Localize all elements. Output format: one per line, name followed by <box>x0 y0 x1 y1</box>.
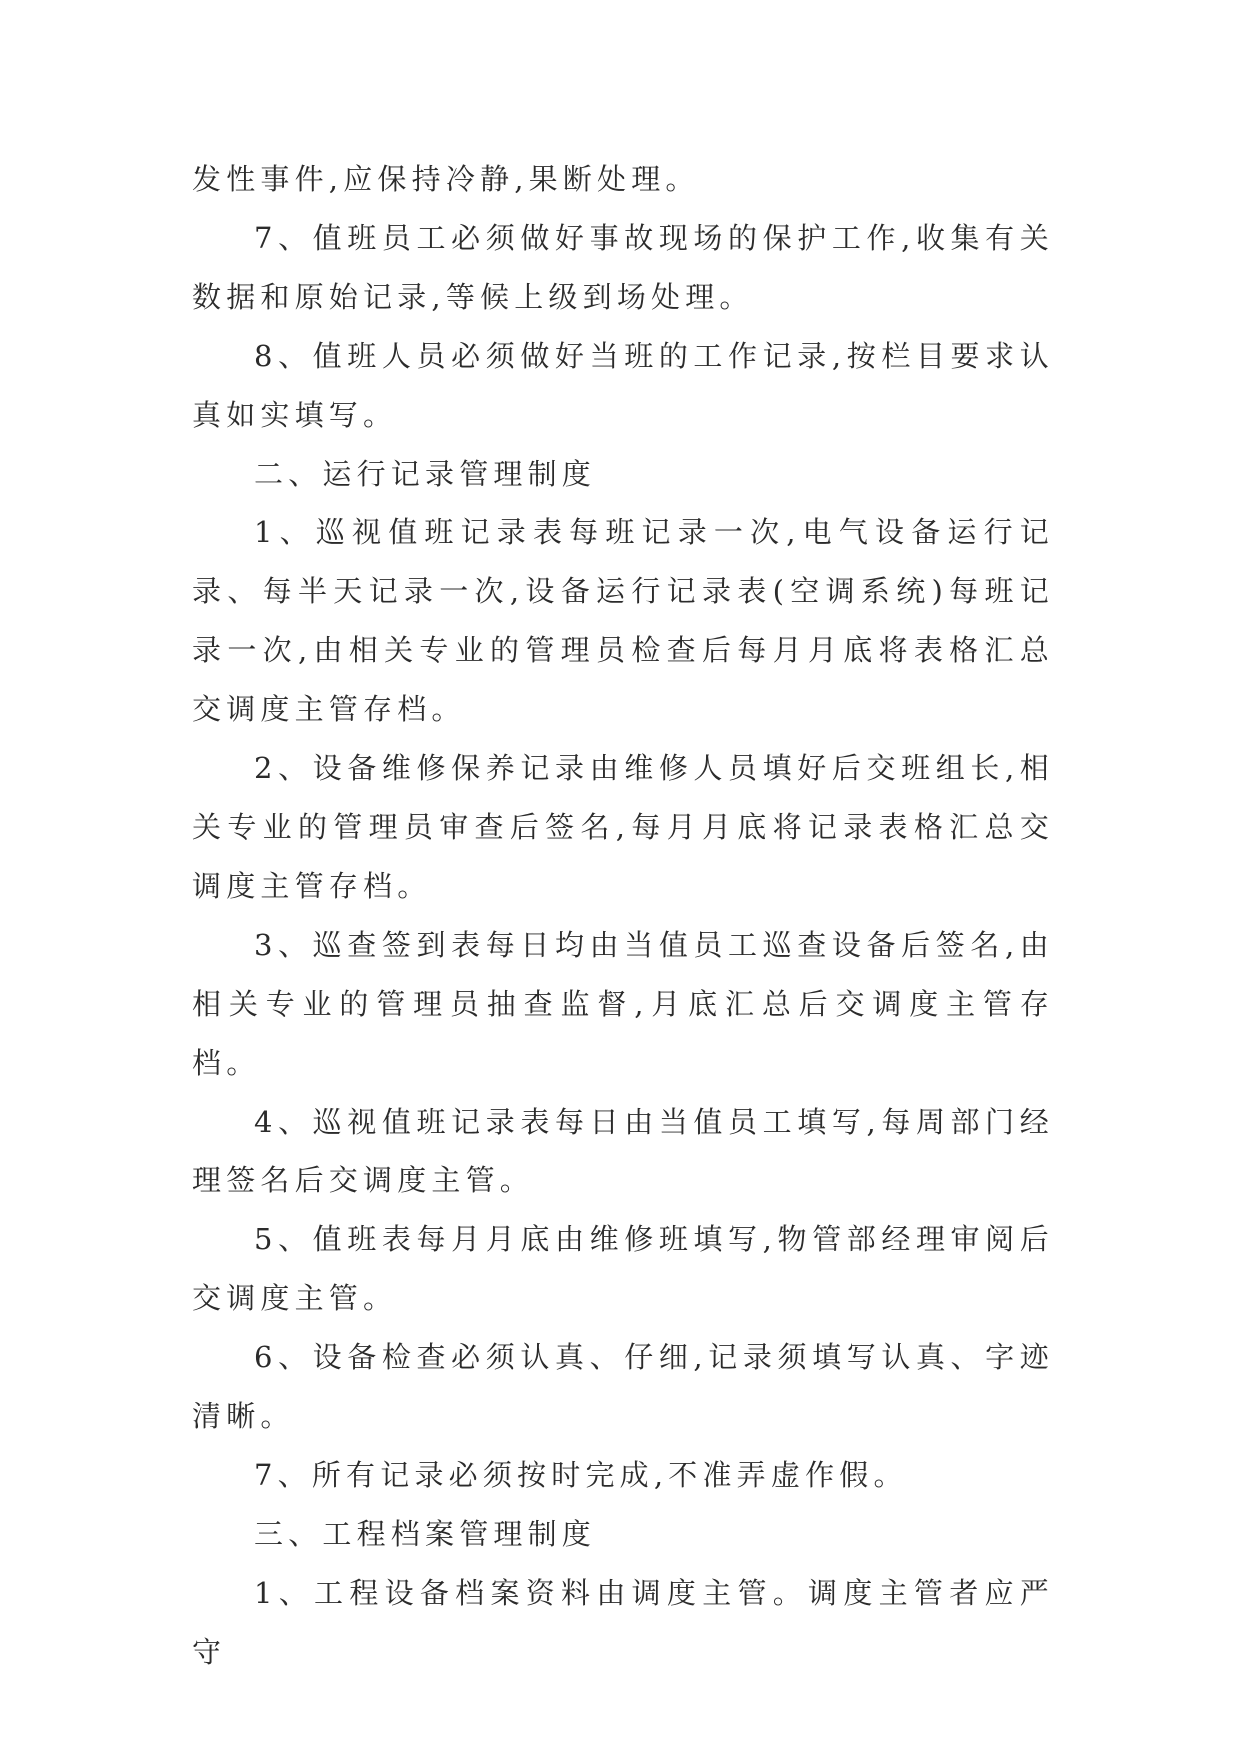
paragraph-continuation: 发性事件,应保持冷静,果断处理。 <box>192 162 700 196</box>
paragraph-item-6-equipment-check: 6、设备检查必须认真、仔细,记录须填写认真、字迹清晰。 <box>192 1340 1054 1434</box>
paragraph-item-1-inspection-log: 1、巡视值班记录表每班记录一次,电气设备运行记录、每半天记录一次,设备运行记录表(空调系统)每班记录一次,由相关专业的管理员检查后每月月底将表格汇总交调度主管存档。 <box>192 515 1054 727</box>
paragraph-item-7-records-on-time: 7、所有记录必须按时完成,不准弄虚作假。 <box>254 1457 908 1492</box>
paragraph-item-5-duty-roster: 5、值班表每月月底由维修班填写,物管部经理审阅后交调度主管。 <box>192 1222 1054 1316</box>
paragraph-item-8-duty-record: 8、值班人员必须做好当班的工作记录,按栏目要求认真如实填写。 <box>192 338 1054 432</box>
section-heading-engineering-archives: 三、工程档案管理制度 <box>254 1516 597 1551</box>
paragraph-item-1-archive-custody: 1、工程设备档案资料由调度主管。调度主管者应严守 <box>192 1575 1054 1669</box>
paragraph-item-7-duty-scene: 7、值班员工必须做好事故现场的保护工作,收集有关数据和原始记录,等候上级到场处理。 <box>192 220 1054 314</box>
paragraph-item-3-check-in-sheet: 3、巡查签到表每日均由当值员工巡查设备后签名,由相关专业的管理员抽查监督,月底汇总后交调度主管存档。 <box>192 927 1054 1080</box>
paragraph-item-2-maintenance-log: 2、设备维修保养记录由维修人员填好后交班组长,相关专业的管理员审查后签名,每月月底将记录表格汇总交调度主管存档。 <box>192 751 1054 903</box>
paragraph-item-4-duty-log: 4、巡视值班记录表每日由当值员工填写,每周部门经理签名后交调度主管。 <box>192 1104 1054 1198</box>
section-heading-operation-records: 二、运行记录管理制度 <box>254 456 597 491</box>
document-body <box>192 150 1054 1682</box>
